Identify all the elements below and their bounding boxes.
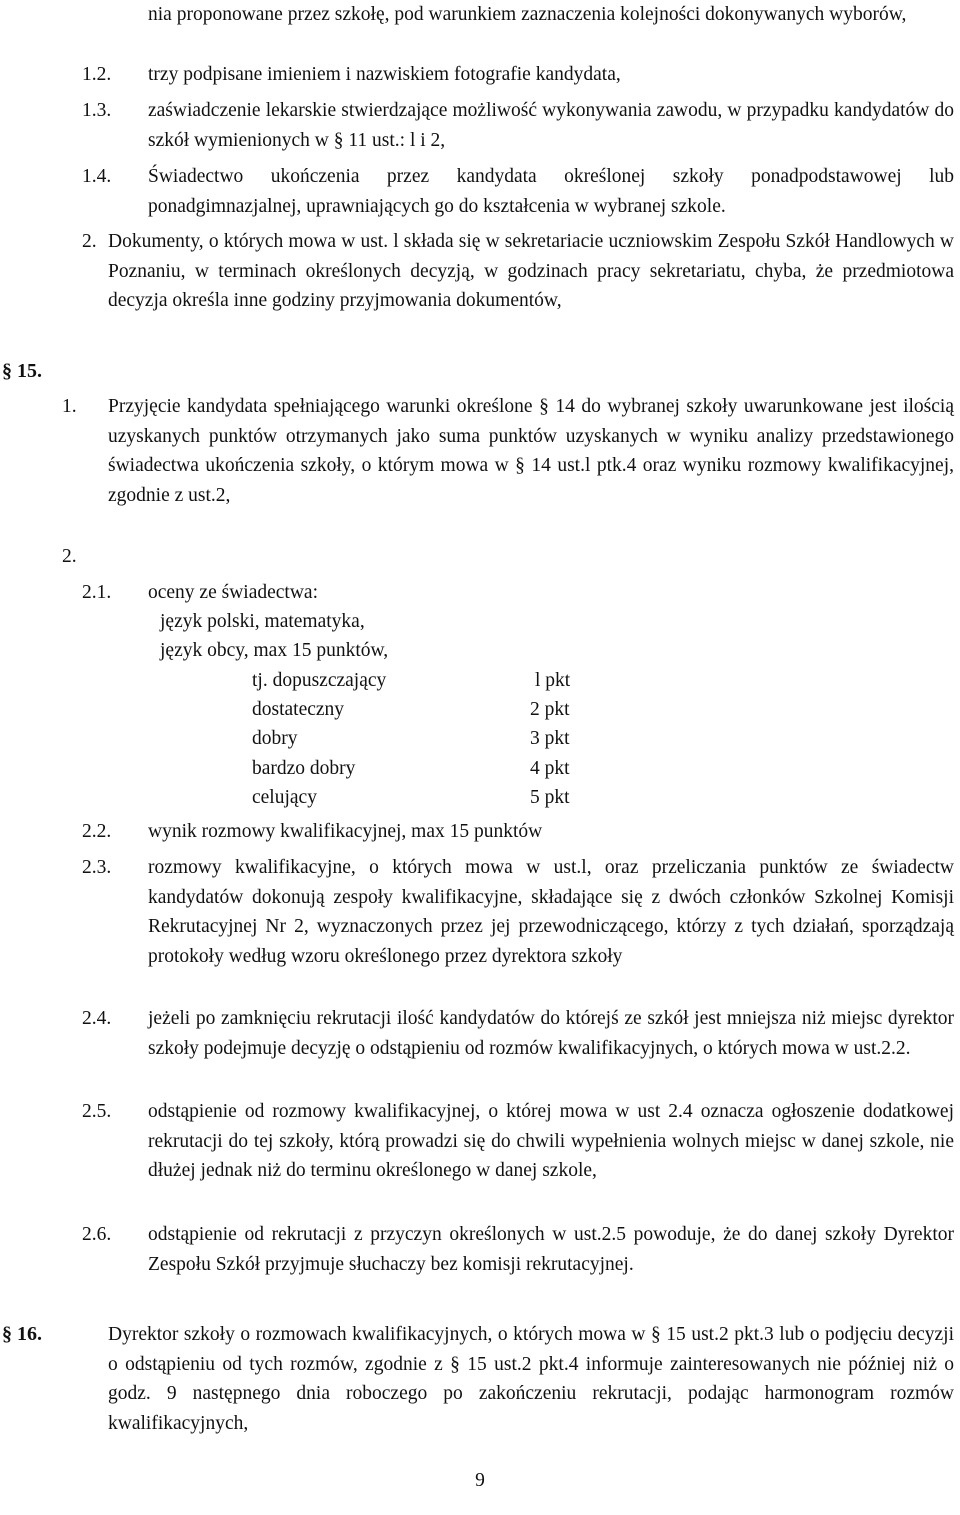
grade-name: dobry bbox=[252, 728, 298, 749]
section-label: § 15. bbox=[2, 360, 42, 382]
item-number: 2.6. bbox=[82, 1224, 112, 1245]
grade-name: bardzo dobry bbox=[252, 758, 356, 779]
item-number: 2.1. bbox=[82, 582, 112, 603]
subjects-line: język polski, matematyka, bbox=[160, 611, 365, 632]
item-number: 1.4. bbox=[82, 166, 112, 187]
item-text: wynik rozmowy kwalifikacyjnej, max 15 punktów bbox=[148, 821, 543, 842]
grade-name: celujący bbox=[252, 787, 317, 808]
item-text: trzy podpisane imieniem i nazwiskiem fotografie kandydata, bbox=[148, 64, 621, 85]
item-text: odstąpienie od rozmowy kwalifikacyjnej, o której mowa w ust 2.4 oznacza ogłoszenie dodatkowej rekrutacji do tej szkoły, którą prowadzi się do chwili wypełnienia wolnych miejsc w danej szkole, nie dłużej jednak niż do terminu określonego w danej szkole, bbox=[148, 1101, 954, 1181]
grade-points: l pkt bbox=[535, 670, 571, 691]
continuation-text: nia proponowane przez szkołę, pod warunkiem zaznaczenia kolejności dokonywanych wyborów, bbox=[148, 4, 907, 25]
subjects-line: język obcy, max 15 punktów, bbox=[160, 640, 389, 661]
item-title: oceny ze świadectwa: bbox=[148, 582, 318, 603]
item-text: Świadectwo ukończenia przez kandydata określonej szkoły ponadpodstawowej lub ponadgimnazjalnej, uprawniających go do kształcenia w wybranej szkole. bbox=[148, 166, 954, 217]
section-text: Dyrektor szkoły o rozmowach kwalifikacyjnych, o których mowa w § 15 ust.2 pkt.3 lub o podjęciu decyzji o odstąpieniu od tych rozmów, zgodnie z § 15 ust.2 pkt.4 informuje zainteresowanych nie później niż o godz. 9 następnego dnia roboczego po zakończeniu rekrutacji, podając harmonogram rozmów kwalifikacyjnych, bbox=[108, 1324, 954, 1434]
item-text: jeżeli po zamknięciu rekrutacji ilość kandydatów do którejś ze szkół jest mniejsza niż miejsc dyrektor szkoły podejmuje decyzję o odstąpieniu od rozmów kwalifikacyjnych, o których mowa w ust.2.2. bbox=[148, 1008, 954, 1059]
paragraph-number: 2. bbox=[62, 546, 77, 567]
item-text: rozmowy kwalifikacyjne, o których mowa w ust.l, oraz przeliczania punktów ze świadectw kandydatów dokonują zespoły kwalifikacyjne, składające się z dwóch członków Szkolnej Komisji Rekrutacyjnej Nr 2, wyznaczonych przez jej przewodniczącego, którzy z tych działań, sporządzają protokoły według wzoru określonego przez dyrektora szkoły bbox=[148, 857, 954, 967]
item-number: 2.3. bbox=[82, 857, 112, 878]
item-number: 1.3. bbox=[82, 100, 112, 121]
item-text: odstąpienie od rekrutacji z przyczyn określonych w ust.2.5 powoduje, że do danej szkoły Dyrektor Zespołu Szkół przyjmuje słuchaczy bez komisji rekrutacyjnej. bbox=[148, 1224, 954, 1275]
grade-name: dostateczny bbox=[252, 699, 345, 720]
grade-points: 3 pkt bbox=[530, 728, 570, 749]
page-number: 9 bbox=[475, 1470, 485, 1491]
grade-points: 4 pkt bbox=[530, 758, 570, 779]
item-number: 2.5. bbox=[82, 1101, 112, 1122]
item-number: 2.2. bbox=[82, 821, 112, 842]
paragraph-text: Przyjęcie kandydata spełniającego warunki określone § 14 do wybranej szkoły uwarunkowane jest ilością uzyskanych punktów otrzymanych jako suma punktów uzyskanych w wyniku analizy przedstawionego świadectwa ukończenia szkoły, o którym mowa w § 14 ust.l ptk.4 oraz wyniku rozmowy kwalifikacyjnej, zgodnie z ust.2, bbox=[108, 396, 954, 506]
paragraph-number: 1. bbox=[62, 396, 77, 417]
item-number: 2. bbox=[82, 231, 97, 252]
item-number: 2.4. bbox=[82, 1008, 112, 1029]
section-label: § 16. bbox=[2, 1323, 42, 1345]
item-number: 1.2. bbox=[82, 64, 112, 85]
item-text: Dokumenty, o których mowa w ust. l składa się w sekretariacie uczniowskim Zespołu Szkół Handlowych w Poznaniu, w terminach określonych decyzją, w godzinach pracy sekretariatu, chyba, że przedmiotowa decyzja określa inne godziny przyjmowania dokumentów, bbox=[108, 231, 954, 311]
grade-points: 2 pkt bbox=[530, 699, 570, 720]
grade-points: 5 pkt bbox=[530, 787, 570, 808]
grade-name: tj. dopuszczający bbox=[252, 670, 387, 691]
item-text: zaświadczenie lekarskie stwierdzające możliwość wykonywania zawodu, w przypadku kandydatów do szkół wymienionych w § 11 ust.: l i 2, bbox=[148, 100, 954, 151]
